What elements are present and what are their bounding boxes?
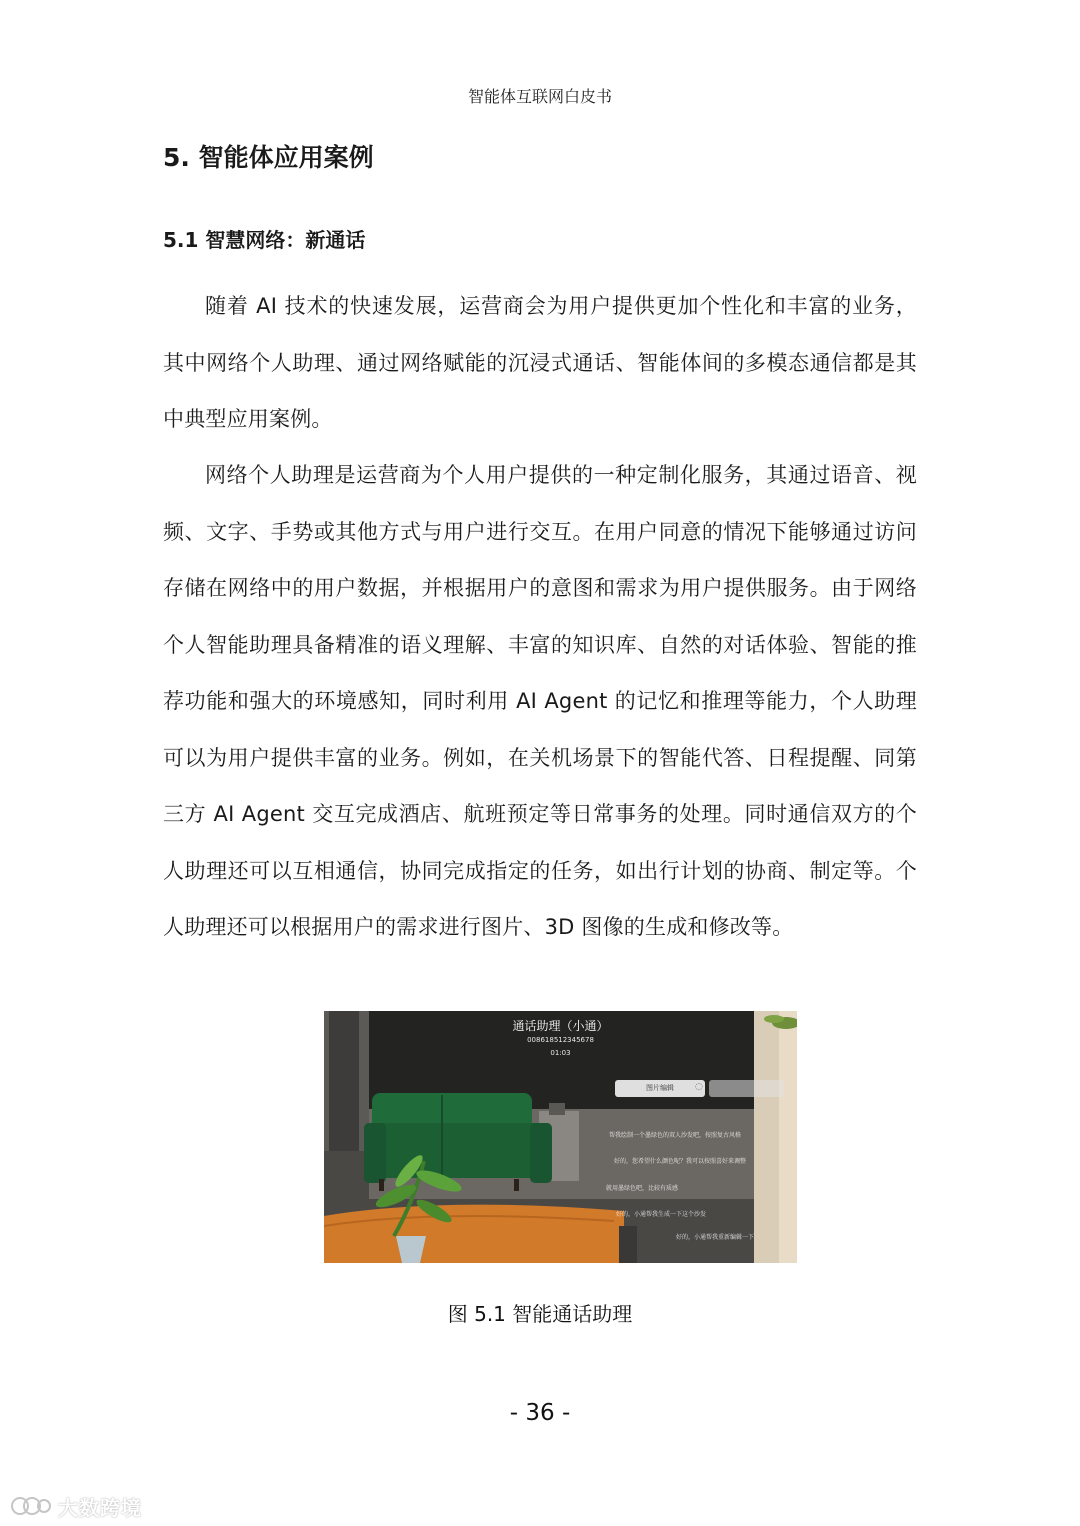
watermark-text: 大数跨境 [58,1495,142,1520]
watermark-logo-icon [10,1493,52,1519]
loading-spinner-icon: ◌ [695,1082,703,1092]
chat-message: 好的，您希望什么颜色呢？我可以按照喜好来调整 [614,1158,747,1165]
chat-message: 帮我绘制一个墨绿色的双人沙发吧，按照复古风格 [609,1132,742,1139]
figure-caption: 图 5.1 智能通话助理 [447,1302,633,1326]
figure-call-assistant-image [324,1011,797,1263]
chapter-title: 5. 智能体应用案例 [163,143,374,172]
call-timer: 01:03 [550,1049,571,1057]
chat-message: 就用墨绿色吧，比较有质感 [606,1185,679,1192]
chat-message: 好的，小通帮我重新编辑一下 [676,1234,755,1241]
paragraph-intro: 随着 AI 技术的快速发展，运营商会为用户提供更加个性化和丰富的业务，其中网络个人助理、通过网络赋能的沉浸式通话、智能体间的多模态通信都是其中典型应用案例。 [163,294,917,431]
call-assistant-title: 通话助理（小通） [512,1019,609,1033]
figure-scene-illustration [324,1011,797,1263]
page-number: - 36 - [509,1400,571,1426]
image-edit-button[interactable]: 图片编辑 [615,1080,705,1097]
running-header: 智能体互联网白皮书 [467,87,612,106]
phone-number: 008618512345678 [527,1036,594,1044]
chat-message: 好的，小通帮我生成一下这个沙发 [616,1211,707,1218]
paragraph-personal-assistant: 网络个人助理是运营商为个人用户提供的一种定制化服务，其通过语音、视频、文字、手势或其他方式与用户进行交互。在用户同意的情况下能够通过访问存储在网络中的用户数据，并根据用户的意图和需求为用户提供服务。由于网络个人智能助理具备精准的语义理解、丰富的知识库、自然的对话体验、智能的推荐功能和强大的环境感知，同时利用 AI Agent 的记忆和推理等能力，个人助理可以为用户提供丰富的业务。例如，在关机场景下的智能代答、日程提醒、同第三方 AI Agent 交互完成酒店、航班预定等日常事务的处理。同时通信双方的个人助理还可以互相通信，协同完成指定的任务，如出行计划的协商、制定等。个人助理还可以根据用户的需求进行图片、3D 图像的生成和修改等。 [163,463,917,939]
section-title: 5.1 智慧网络：新通话 [163,228,366,252]
watermark [10,1486,142,1526]
